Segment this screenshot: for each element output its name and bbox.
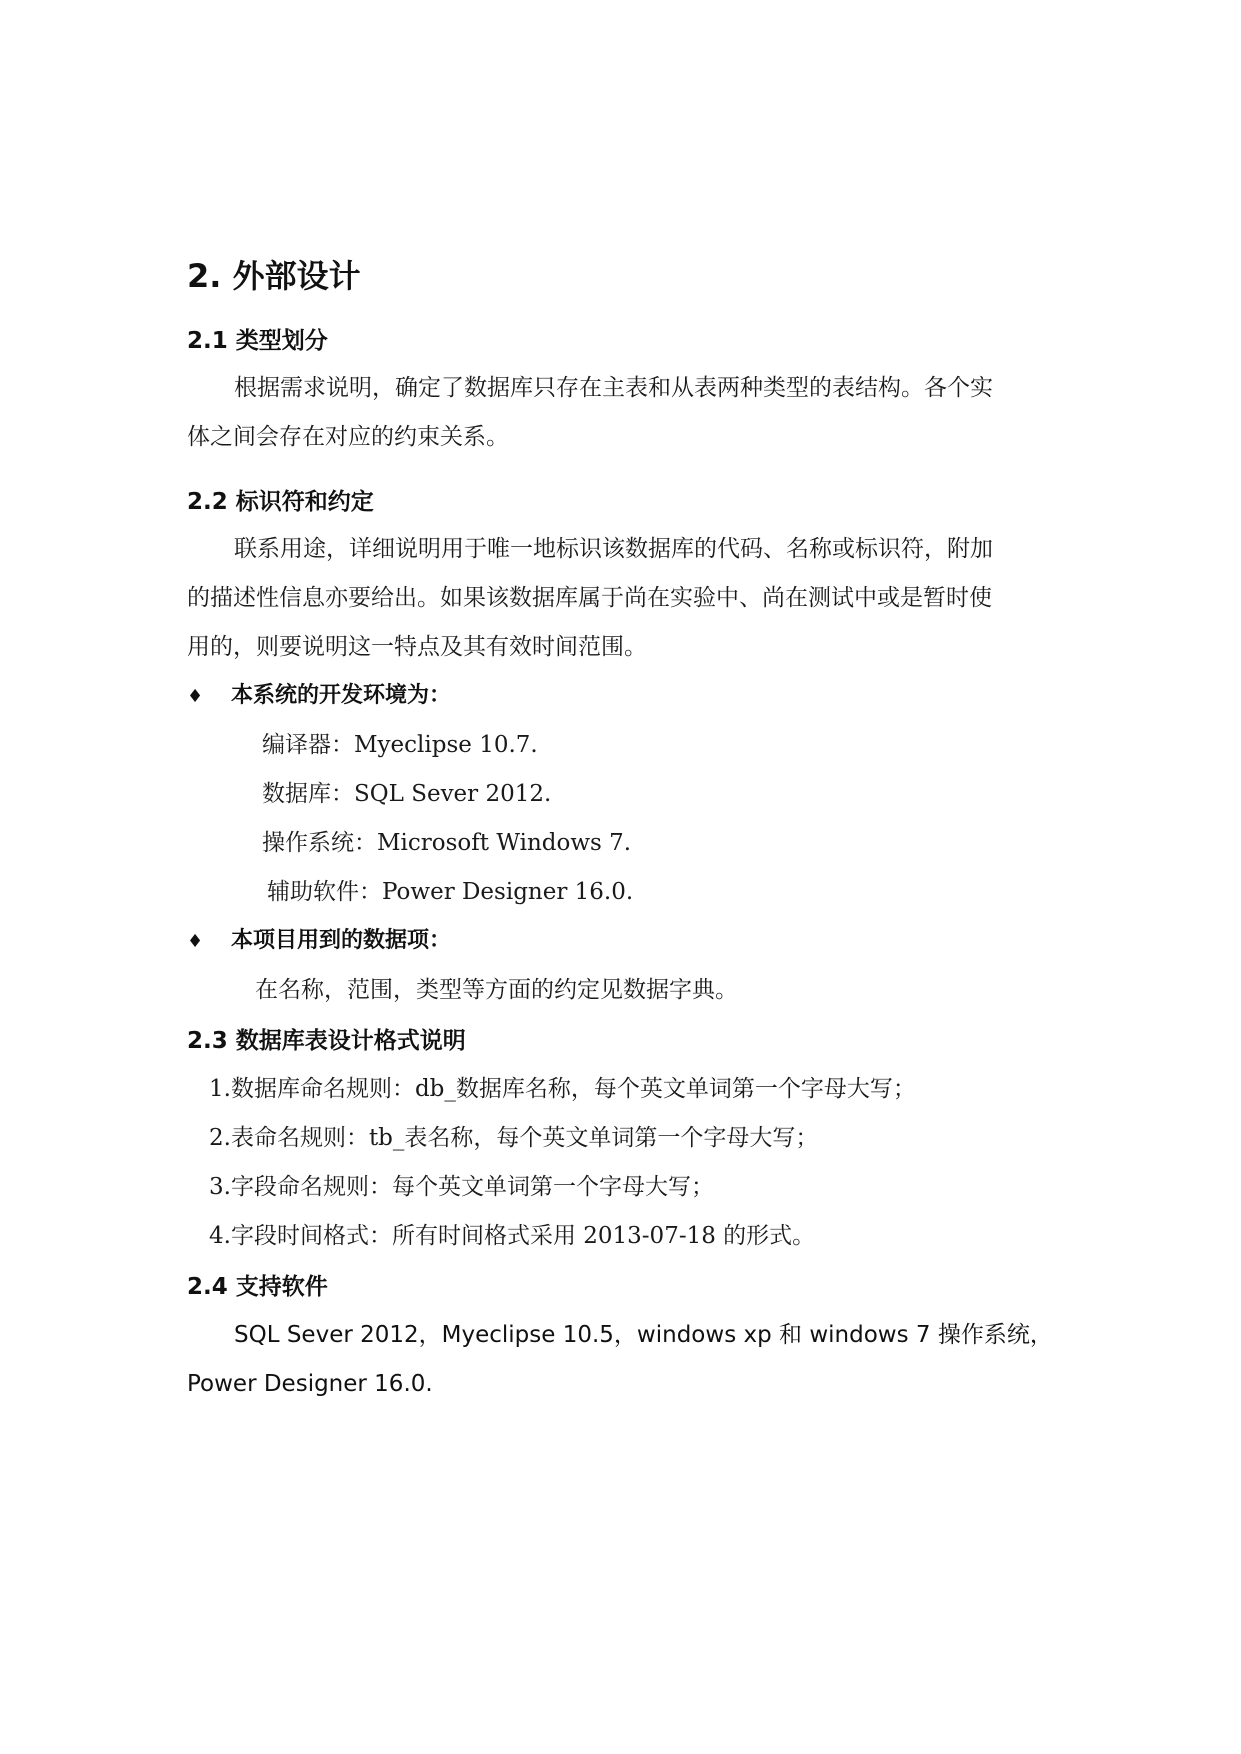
section-2-4-line-2: Power Designer 16.0. [187, 1371, 433, 1397]
bullet-data-items-label: 本项目用到的数据项： [231, 928, 452, 953]
diamond-bullet-icon: ♦ [187, 931, 204, 952]
bullet-dev-environment [187, 681, 451, 712]
chapter-heading: 2. 外部设计 [187, 257, 361, 295]
dev-env-item: 操作系统：Microsoft Windows 7. [262, 830, 632, 856]
section-2-2-line-3: 用的，则要说明这一特点及其有效时间范围。 [187, 634, 647, 660]
dev-env-item: 辅助软件：Power Designer 16.0. [267, 879, 634, 905]
format-rule-item: 2.表命名规则：tb_表名称，每个英文单词第一个字母大写； [209, 1125, 819, 1151]
format-rule-item: 3.字段命名规则：每个英文单词第一个字母大写； [209, 1174, 714, 1200]
section-2-1-line-1: 根据需求说明，确定了数据库只存在主表和从表两种类型的表结构。各个实 [234, 375, 993, 401]
section-2-3-title: 2.3 数据库表设计格式说明 [187, 1028, 466, 1054]
section-2-2-line-2: 的描述性信息亦要给出。如果该数据库属于尚在实验中、尚在测试中或是暂时使 [187, 585, 992, 611]
format-rule-item: 4.字段时间格式：所有时间格式采用 2013-07-18 的形式。 [209, 1223, 816, 1249]
section-2-4-title: 2.4 支持软件 [187, 1274, 328, 1300]
section-2-4-line-1: SQL Sever 2012，Myeclipse 10.5，windows xp 和 windows 7 操作系统， [234, 1322, 1053, 1348]
section-2-2-line-1: 联系用途，详细说明用于唯一地标识该数据库的代码、名称或标识符，附加 [234, 536, 993, 562]
section-2-2-title: 2.2 标识符和约定 [187, 489, 374, 515]
section-2-1-title: 2.1 类型划分 [187, 328, 328, 354]
diamond-bullet-icon: ♦ [187, 686, 204, 707]
dev-env-item: 编译器：Myeclipse 10.7. [262, 732, 538, 758]
bullet-data-items [187, 926, 451, 957]
section-2-1-line-2: 体之间会存在对应的约束关系。 [187, 424, 509, 450]
dev-env-item: 数据库：SQL Sever 2012. [262, 781, 552, 807]
data-items-text: 在名称，范围，类型等方面的约定见数据字典。 [255, 977, 738, 1003]
bullet-dev-environment-label: 本系统的开发环境为： [231, 683, 452, 708]
format-rule-item: 1.数据库命名规则：db_数据库名称，每个英文单词第一个字母大写； [209, 1076, 916, 1102]
